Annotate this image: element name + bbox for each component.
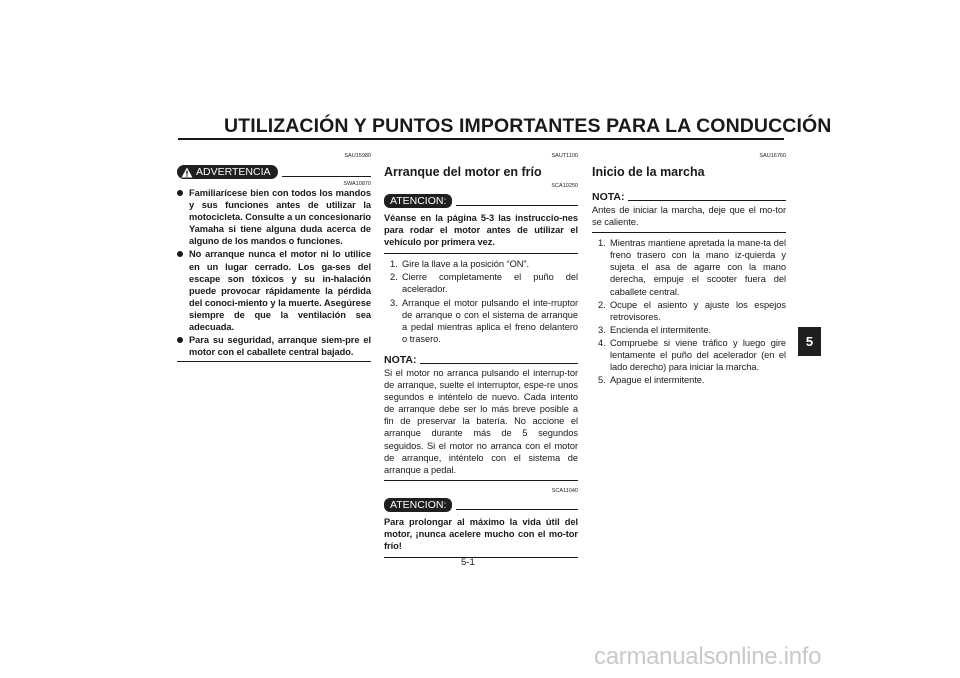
list-item: 4. Compruebe si viene tráfico y luego gire lentamente el puño del acelerador (en el lado derecho) para iniciar la marcha. — [598, 337, 786, 373]
list-item: 2. Ocupe el asiento y ajuste los espejos retrovisores. — [598, 299, 786, 322]
title-rule — [178, 138, 784, 140]
column-cold-start — [384, 152, 578, 558]
section-title: Arranque del motor en frío — [384, 165, 542, 179]
bullet-dot-icon — [177, 337, 183, 343]
list-item: Familiarícese bien con todos los mandos y sus funciones antes de utilizar la motocicleta. Consulte a un concesionario Yamaha si tiene alguna duda acerca de alguno de los mandos o funciones. — [177, 187, 371, 247]
bullet-dot-icon — [177, 251, 183, 257]
caution-rule — [456, 205, 578, 206]
caution-header — [384, 188, 578, 208]
list-item: 1. Gire la llave a la posición “ON”. — [390, 259, 530, 270]
bullet-dot-icon — [177, 190, 183, 196]
caution-text: Para prolongar al máximo la vida útil del motor, ¡nunca acelere mucho con el mo-tor frío! — [384, 516, 578, 551]
note-text: Antes de iniciar la marcha, deje que el mo-tor se caliente. — [592, 205, 786, 228]
warning-rule — [282, 176, 372, 177]
caution-label: ATENCION: — [384, 498, 452, 512]
caution-header — [384, 491, 578, 512]
column-start-riding — [592, 152, 786, 387]
caution-code: SCA10250 — [551, 183, 578, 189]
list-item: Para su seguridad, arranque siem-pre el motor con el caballete central bajado. — [177, 334, 371, 358]
list-item: 2. Cierre completamente el puño del acelerador. — [390, 272, 578, 295]
caution-end-rule — [384, 253, 578, 254]
caution-rule — [456, 509, 578, 510]
note-rule — [628, 200, 786, 201]
caution-text: Véanse en la página 5-3 las instruccio-nes para rodar el motor antes de utilizar el vehículo por primera vez. — [384, 213, 578, 248]
warning-header — [177, 164, 371, 179]
note-header — [384, 351, 578, 366]
page-title: UTILIZACIÓN Y PUNTOS IMPORTANTES PARA LA CONDUCCIÓN — [224, 115, 832, 137]
start-steps-list — [384, 258, 578, 345]
column-warning — [177, 152, 371, 362]
warning-badge — [177, 165, 278, 179]
section-code: SAUT1100 — [551, 153, 578, 159]
page-number: 5-1 — [461, 557, 475, 568]
note-rule — [420, 363, 578, 364]
note-label: NOTA: — [592, 191, 625, 203]
list-item: 1. Mientras mantiene apretada la mane-ta del freno trasero con la mano iz-quierda y sujeta el asa de agarre con la mano derecha, empuje el scooter fuera del caballete central. — [598, 238, 786, 297]
watermark: carmanualsonline.info — [594, 643, 822, 670]
caution-block-1 — [384, 183, 578, 254]
caution-end-rule — [384, 557, 578, 558]
chapter-tab: 5 — [798, 327, 821, 356]
note-label: NOTA: — [384, 353, 417, 366]
warning-label: ADVERTENCIA — [196, 166, 271, 178]
note-end-rule — [592, 232, 786, 233]
warning-triangle-icon — [181, 167, 193, 178]
warning-end-rule — [177, 361, 371, 362]
list-item: 3. Arranque el motor pulsando el inte-rruptor de arranque o con el sistema de arranque a pedal mientras aplica el freno delantero o trasero. — [390, 297, 578, 344]
riding-steps-list — [592, 237, 786, 386]
note-header — [592, 188, 786, 203]
section-title: Inicio de la marcha — [592, 165, 705, 179]
caution-block-2 — [384, 487, 578, 558]
list-item: 5. Apague el intermitente. — [598, 375, 705, 386]
caution-code: SCA11040 — [551, 487, 578, 494]
warning-code: SWA10870 — [343, 181, 371, 187]
section-code: SAU15980 — [344, 153, 371, 159]
warning-bullet-list — [177, 187, 371, 358]
note-end-rule — [384, 480, 578, 481]
caution-label: ATENCION: — [384, 194, 452, 208]
list-item: 3. Encienda el intermitente. — [598, 324, 712, 335]
note-text: Si el motor no arranca pulsando el interrup-tor de arranque, suelte el interruptor, espe-re unos segundos e inténtelo de nuevo. Cada intento de arranque debe ser lo más breve posible a fin de preservar la batería. No accione el arranque durante más de 5 segundos seguidos. Si el motor no arranca con el motor de arranque, inténtelo con el sistema de arranque a pedal. — [384, 367, 578, 475]
list-item: No arranque nunca el motor ni lo utilice en un lugar cerrado. Los ga-ses del escape son tóxicos y su in-halación puede provocar rápidamente la pérdida del conoci-miento y la muerte. Asegúrese siempre de que la ventilación sea adecuada. — [177, 248, 371, 333]
section-code: SAU16760 — [759, 153, 786, 159]
